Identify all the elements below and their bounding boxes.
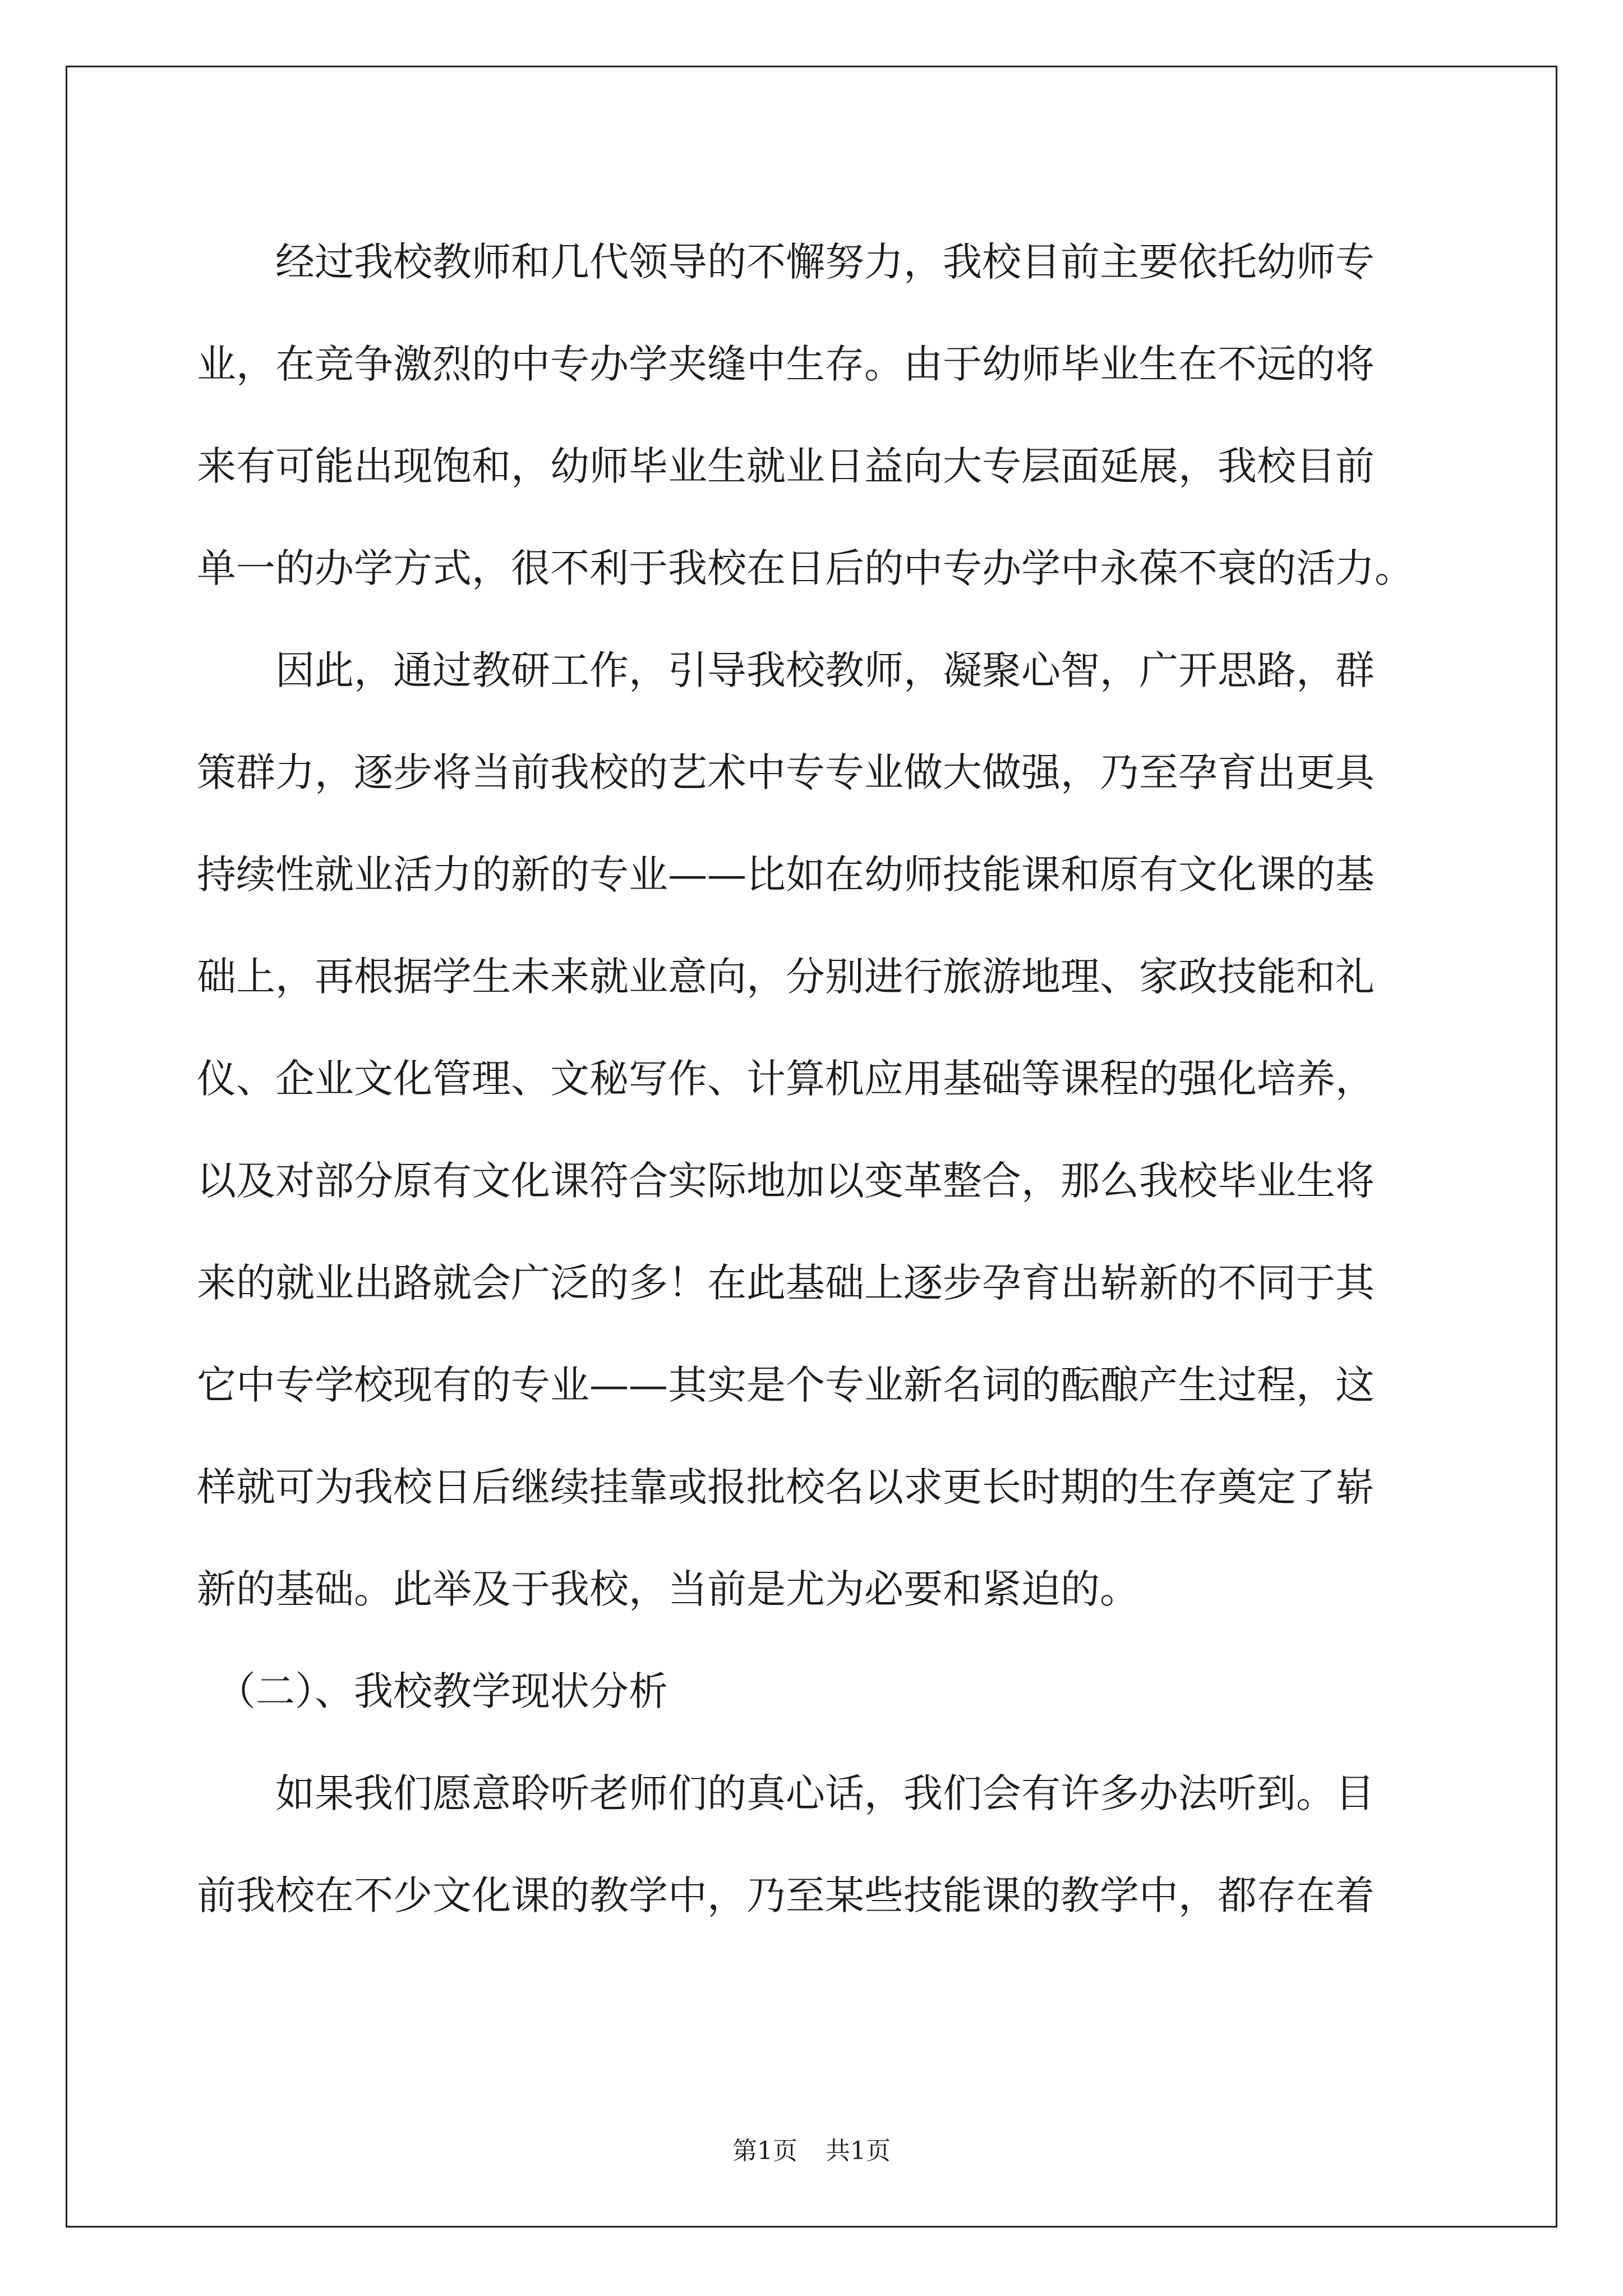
text-line: 持续性就业活力的新的专业——比如在幼师技能课和原有文化课的基 [197, 852, 1375, 898]
text-line: 来有可能出现饱和，幼师毕业生就业日益向大专层面延展，我校目前 [197, 443, 1375, 489]
text-line: 如果我们愿意聆听老师们的真心话，我们会有许多办法听到。目 [197, 1770, 1375, 1816]
text-line: 业，在竞争激烈的中专办学夹缝中生存。由于幼师毕业生在不远的将 [197, 341, 1375, 387]
page-number: 第1页 [732, 2137, 797, 2165]
page-total: 共1页 [826, 2137, 891, 2165]
document-body [197, 211, 1431, 1947]
text-line: 它中专学校现有的专业——其实是个专业新名词的酝酿产生过程，这 [197, 1362, 1375, 1408]
text-line: 新的基础。此举及于我校，当前是尤为必要和紧迫的。 [197, 1566, 1139, 1612]
text-line: 以及对部分原有文化课符合实际地加以变革整合，那么我校毕业生将 [197, 1158, 1375, 1204]
text-line: 因此，通过教研工作，引导我校教师，凝聚心智，广开思路，群 [197, 647, 1375, 693]
text-line: 经过我校教师和几代领导的不懈努力，我校目前主要依托幼师专 [197, 239, 1375, 285]
text-line: 单一的办学方式，很不利于我校在日后的中专办学中永葆不衰的活力。 [197, 545, 1414, 591]
text-line: 策群力，逐步将当前我校的艺术中专专业做大做强，乃至孕育出更具 [197, 749, 1375, 795]
text-line: 础上，再根据学生未来就业意向，分别进行旅游地理、家政技能和礼 [197, 954, 1375, 1000]
text-line: 样就可为我校日后继续挂靠或报批校名以求更长时期的生存奠定了崭 [197, 1464, 1375, 1510]
text-line: 来的就业出路就会广泛的多！在此基础上逐步孕育出崭新的不同于其 [197, 1260, 1375, 1306]
page-footer [0, 2134, 1623, 2168]
section-heading: （二）、我校教学现状分析 [197, 1668, 668, 1714]
text-line: 前我校在不少文化课的教学中，乃至某些技能课的教学中，都存在着 [197, 1872, 1375, 1918]
text-line: 仪、企业文化管理、文秘写作、计算机应用基础等课程的强化培养， [197, 1056, 1375, 1102]
